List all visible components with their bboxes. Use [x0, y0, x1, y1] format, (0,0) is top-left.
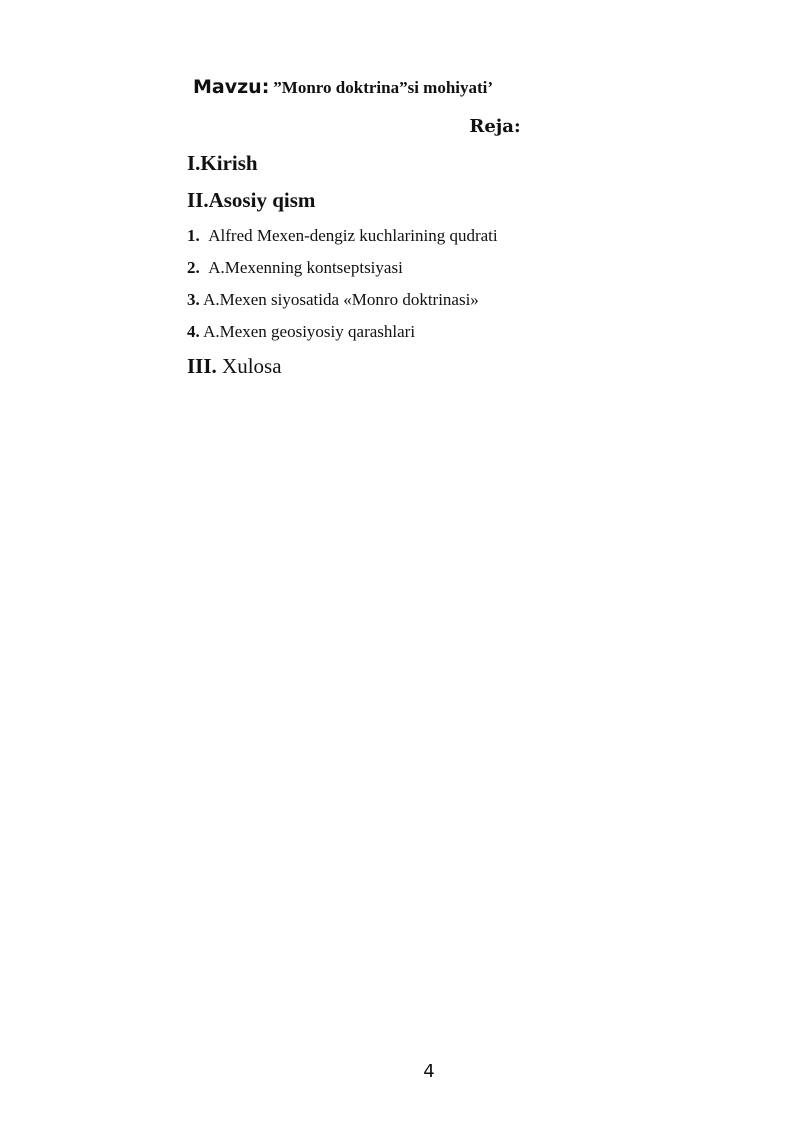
plan-heading: Reja:	[469, 116, 521, 137]
plan-item-4	[187, 322, 415, 342]
section-conclusion-label: III.	[187, 354, 217, 378]
section-main: II.Asosiy qism	[187, 188, 316, 212]
plan-item-number: 4.	[187, 322, 200, 341]
plan-item-number: 2.	[187, 258, 200, 277]
topic-line	[193, 76, 493, 98]
plan-item-text: A.Mexen geosiyosiy qarashlari	[203, 322, 416, 341]
plan-item-text: A.Mexen siyosatida «Monro doktrinasi»	[203, 290, 479, 309]
plan-item-2	[187, 258, 403, 278]
topic-title: ”Monro doktrina”si mohiyati’	[273, 78, 494, 97]
section-intro: I.Kirish	[187, 151, 258, 175]
plan-item-text: A.Mexenning kontseptsiyasi	[208, 258, 403, 277]
plan-item-3	[187, 290, 479, 310]
plan-item-number: 3.	[187, 290, 200, 309]
plan-item-number: 1.	[187, 226, 200, 245]
plan-item-1	[187, 226, 498, 246]
section-conclusion	[187, 354, 282, 379]
plan-item-text: Alfred Mexen-dengiz kuchlarining qudrati	[208, 226, 498, 245]
topic-label: Mavzu:	[193, 76, 270, 98]
page-number: 4	[423, 1061, 435, 1082]
section-conclusion-text: Xulosa	[222, 354, 282, 378]
